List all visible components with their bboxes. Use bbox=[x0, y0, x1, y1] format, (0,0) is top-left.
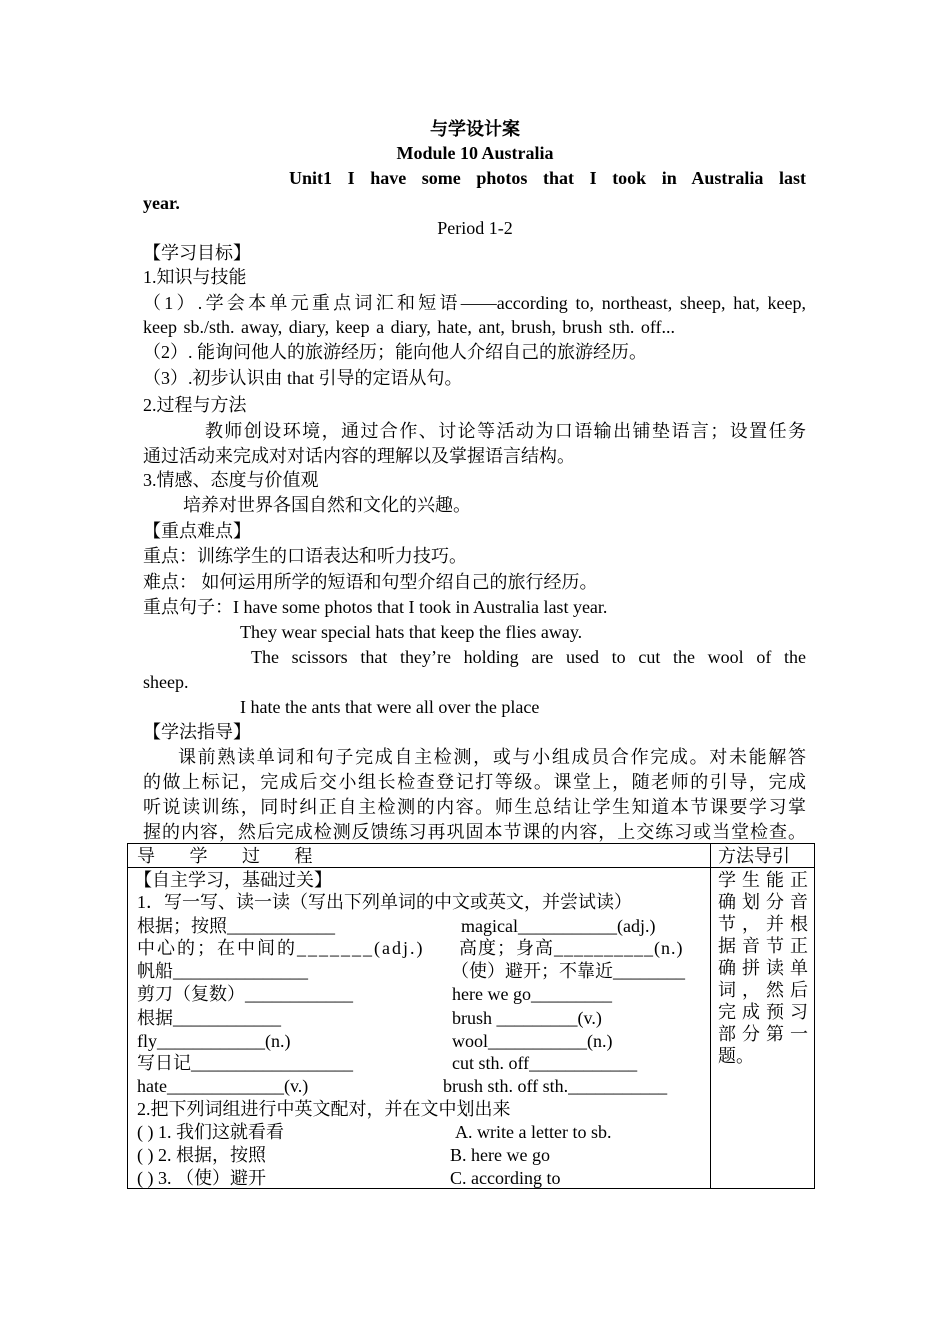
header-divider bbox=[128, 867, 814, 868]
method-heading: 【学法指导】 bbox=[143, 722, 251, 742]
col-header-process: 导 学 过 程 bbox=[137, 846, 313, 866]
key-sentence-2: They wear special hats that keep the flies away. bbox=[240, 622, 583, 642]
vocab-item: 帆船_______________ bbox=[137, 961, 308, 981]
doc-title: 与学设计案 bbox=[430, 119, 520, 139]
method-text-1: 课前熟读单词和句子完成自主检测，或与小组成员合作完成。对未能解答 bbox=[178, 747, 806, 767]
difficulty: 难点： 如何运用所学的短语和句型介绍自己的旅行经历。 bbox=[143, 572, 598, 592]
vocab-item: hate_____________(v.) bbox=[137, 1076, 309, 1096]
guide-text: 词，然后 bbox=[718, 980, 808, 1000]
vocab-item: 高度；身高__________(n.) bbox=[459, 938, 684, 958]
vocab-item: 写日记__________________ bbox=[137, 1053, 353, 1073]
match-item: ( ) 3. （使）避开 bbox=[137, 1168, 266, 1188]
method-text-2: 的做上标记，完成后交小组长检查登记打等级。课堂上，随老师的引导，完成 bbox=[143, 772, 806, 792]
objective-3-text: 培养对世界各国自然和文化的兴趣。 bbox=[183, 495, 471, 515]
objective-1-1-cont: keep sb./sth. away, diary, keep a diary, hate, ant, brush, brush sth. off... bbox=[143, 317, 676, 337]
match-item: ( ) 1. 我们这就看看 bbox=[137, 1122, 284, 1142]
key-sentence-3-cont: sheep. bbox=[143, 672, 189, 692]
key-sentence-1: 重点句子：I have some photos that I took in Australia last year. bbox=[143, 597, 608, 617]
vocab-item: magical___________(adj.) bbox=[461, 916, 656, 936]
unit-title: Unit1 I have some photos that I took in Australia last bbox=[289, 168, 806, 188]
guide-text: 完成预习 bbox=[718, 1002, 808, 1022]
match-option: B. here we go bbox=[450, 1145, 550, 1165]
vocab-item: 中心的；在中间的_______(adj.) bbox=[137, 938, 425, 958]
section-heading: 【自主学习，基础过关】 bbox=[134, 870, 332, 890]
vocab-item: 剪刀（复数）____________ bbox=[137, 984, 353, 1004]
column-divider bbox=[710, 844, 711, 1188]
unit-title-cont: year. bbox=[143, 193, 180, 213]
guide-text: 确拼读单 bbox=[718, 958, 808, 978]
vocab-item: brush sth. off sth.___________ bbox=[443, 1076, 668, 1096]
key-sentence-3: The scissors that they’re holding are used to cut the wool of the bbox=[251, 647, 806, 667]
guide-text: 节，并根 bbox=[718, 914, 808, 934]
guide-text: 据音节正 bbox=[718, 936, 808, 956]
objective-2: 2.过程与方法 bbox=[143, 395, 247, 415]
match-option: A. write a letter to sb. bbox=[455, 1122, 612, 1142]
objective-3: 3.情感、态度与价值观 bbox=[143, 470, 319, 490]
vocab-item: 根据；按照____________ bbox=[137, 916, 335, 936]
focus: 重点：训练学生的口语表达和听力技巧。 bbox=[143, 546, 467, 566]
objective-1-3: （3）.初步认识由 that 引导的定语从句。 bbox=[143, 368, 463, 388]
col-header-guide: 方法导引 bbox=[718, 846, 790, 866]
module-title: Module 10 Australia bbox=[396, 143, 554, 163]
objective-2-text-cont: 通过活动来完成对对话内容的理解以及掌握语言结构。 bbox=[143, 446, 575, 466]
guide-text: 题。 bbox=[718, 1046, 754, 1066]
study-process-table bbox=[127, 843, 815, 1189]
objective-1-1: （1）.学会本单元重点词汇和短语——according to, northeast, sheep, hat, keep, bbox=[143, 293, 806, 313]
question-2: 2.把下列词组进行中英文配对，并在文中划出来 bbox=[137, 1099, 511, 1119]
objective-1: 1.知识与技能 bbox=[143, 267, 247, 287]
objectives-heading: 【学习目标】 bbox=[143, 243, 251, 263]
vocab-item: （使）避开；不靠近________ bbox=[451, 961, 685, 981]
vocab-item: 根据____________ bbox=[137, 1008, 281, 1028]
objective-2-text: 教师创设环境，通过合作、讨论等活动为口语输出铺垫语言；设置任务 bbox=[205, 421, 806, 441]
objective-1-2: （2）. 能询问他人的旅游经历；能向他人介绍自己的旅游经历。 bbox=[143, 342, 647, 362]
guide-text: 确划分音 bbox=[718, 892, 808, 912]
method-text-4: 握的内容，然后完成检测反馈练习再巩固本节课的内容，上交练习或当堂检查。 bbox=[143, 822, 806, 842]
key-sentence-4: I hate the ants that were all over the place bbox=[240, 697, 540, 717]
method-text-3: 听说读训练，同时纠正自主检测的内容。师生总结让学生知道本节课要学习掌 bbox=[143, 797, 806, 817]
match-option: C. according to bbox=[450, 1168, 561, 1188]
guide-text: 学生能正 bbox=[718, 870, 808, 890]
period: Period 1-2 bbox=[437, 218, 513, 238]
guide-text: 部分第一 bbox=[718, 1024, 808, 1044]
vocab-item: wool___________(n.) bbox=[452, 1031, 613, 1051]
vocab-item: here we go_________ bbox=[452, 984, 612, 1004]
vocab-item: fly____________(n.) bbox=[137, 1031, 291, 1051]
vocab-item: brush _________(v.) bbox=[452, 1008, 602, 1028]
question-1: 1．写一写、读一读（写出下列单词的中文或英文，并尝试读） bbox=[137, 892, 632, 912]
keypoints-heading: 【重点难点】 bbox=[143, 521, 251, 541]
vocab-item: cut sth. off____________ bbox=[452, 1053, 638, 1073]
match-item: ( ) 2. 根据，按照 bbox=[137, 1145, 266, 1165]
